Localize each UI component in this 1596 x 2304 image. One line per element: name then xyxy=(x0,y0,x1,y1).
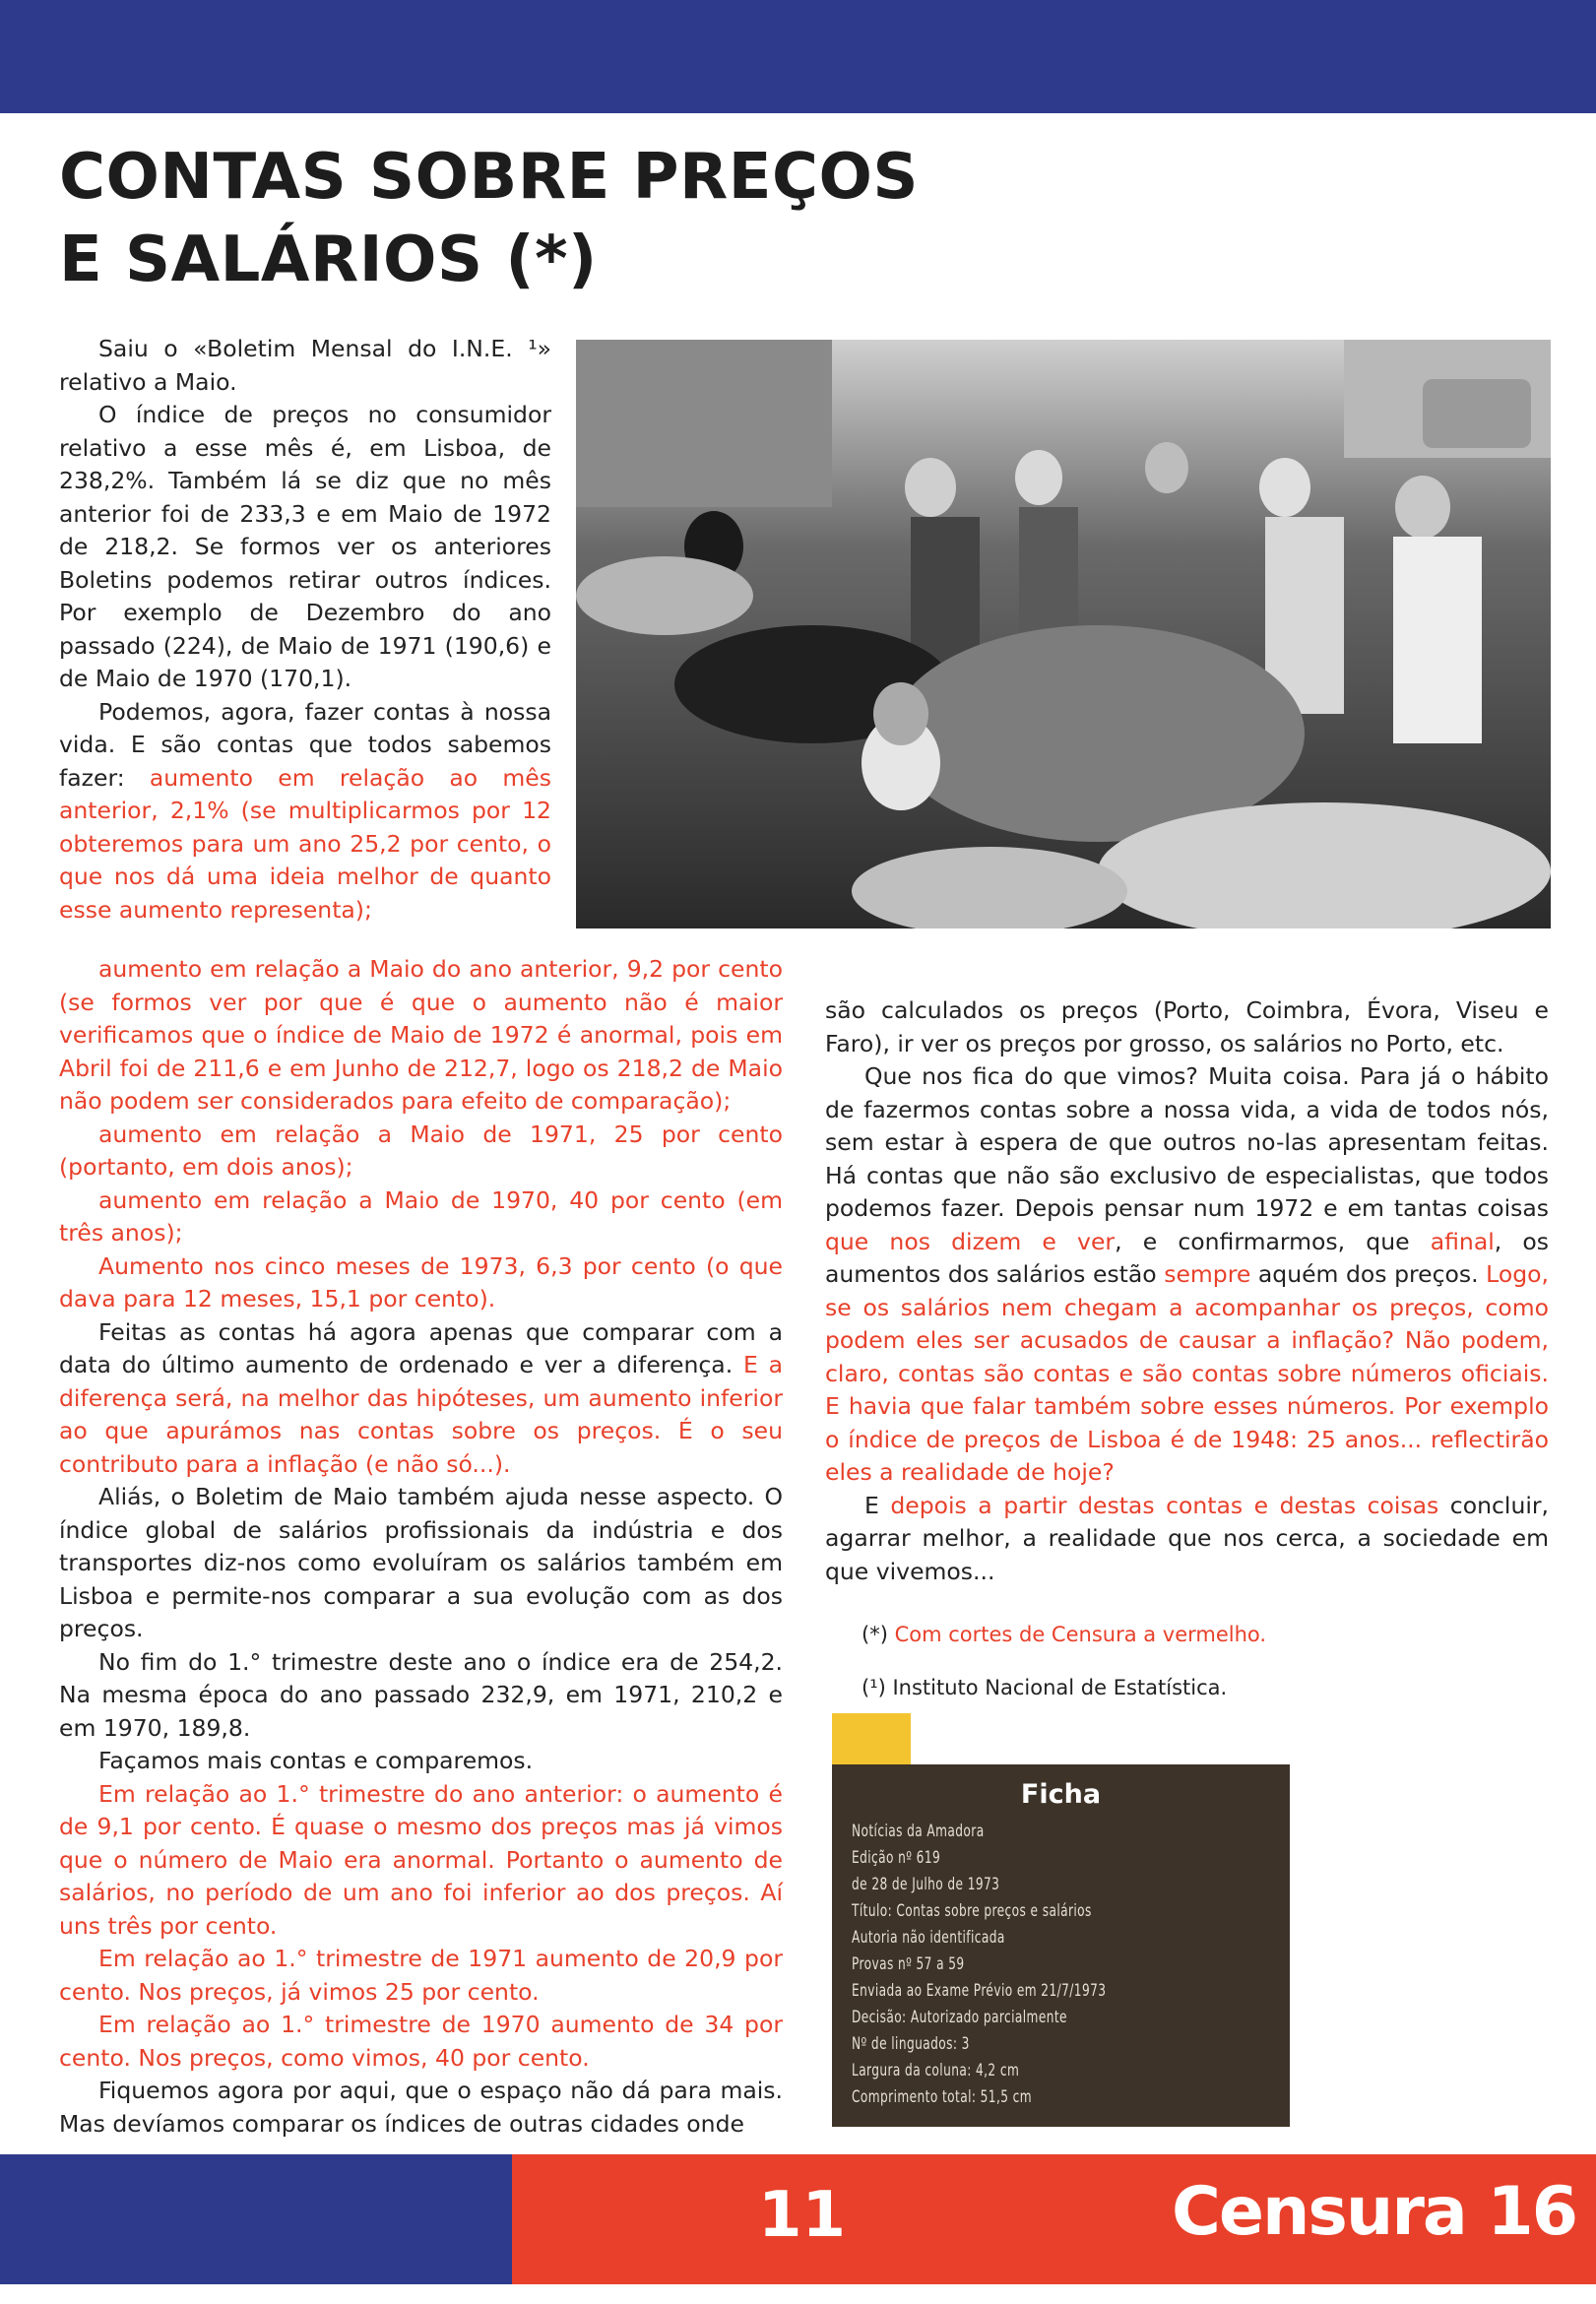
paragraph xyxy=(825,1060,1549,1490)
ficha-line: Largura da coluna: 4,2 cm xyxy=(852,2061,1020,2080)
censored-paragraph: Em relação ao 1.° trimestre de 1970 aumento de 34 por cento. Nos preços, como vimos, 40 por cento. xyxy=(59,2011,783,2072)
article-title xyxy=(59,136,919,301)
publication-brand: Censura 16 xyxy=(1172,2173,1577,2251)
paragraph: No fim do 1.° trimestre deste ano o índice era de 254,2. Na mesma época do ano passado 232,9, em 1971, 210,2 e em 1970, 189,8. xyxy=(59,1647,783,1742)
ficha-title: Ficha xyxy=(1020,1779,1102,1810)
market-photo xyxy=(576,340,1551,928)
censored-paragraph: Em relação ao 1.° trimestre do ano anterior: o aumento é de 9,1 por cento. É quase o mesmo dos preços mas já vimos que o número de Maio era anormal. Portanto o aumento de salários, no período de um ano foi inferior ao dos preços. Aí uns três por cento. xyxy=(59,1779,783,1940)
text-column-left xyxy=(59,953,783,2141)
paragraph: são calculados os preços (Porto, Coimbra, Évora, Viseu e Faro), ir ver os preços por grosso, os salários no Porto, etc. xyxy=(825,996,1549,1057)
ficha-lines xyxy=(852,1818,1162,2110)
censored-paragraph: Em relação ao 1.° trimestre de 1971 aumento de 20,9 por cento. Nos preços, já vimos 25 por cento. xyxy=(59,1945,783,2006)
title-line-1: CONTAS SOBRE PREÇOS xyxy=(59,141,919,214)
paragraph: Saiu o «Boletim Mensal do I.N.E. ¹» relativo a Maio. xyxy=(59,335,551,396)
censored-text: aumento em relação ao mês anterior, 2,1% (se multiplicarmos por 12 obteremos para um ano 25,2 por cento, o que nos dá uma ideia melhor de quanto esse aumento representa); xyxy=(59,763,551,924)
text-column-top xyxy=(59,333,551,927)
ficha-line: Notícias da Amadora xyxy=(852,1822,985,1840)
ficha-line: Enviada ao Exame Prévio em 21/7/1973 xyxy=(852,1981,1107,2000)
page-number: 11 xyxy=(758,2179,847,2252)
ficha-line: de 28 de Julho de 1973 xyxy=(852,1875,1000,1893)
ficha-line: Comprimento total: 51,5 cm xyxy=(852,2087,1033,2106)
footnote-censorship-text: Com cortes de Censura a vermelho. xyxy=(894,1623,1267,1646)
footnote-ine: (¹) Instituto Nacional de Estatística. xyxy=(862,1676,1228,1699)
top-color-bar xyxy=(0,0,1596,113)
paragraph-text: , os aumentos dos salários estão xyxy=(825,1227,1550,1288)
paragraph-text: concluir, agarrar melhor, a realidade que nos cerca, a sociedade em que vivemos... xyxy=(825,1491,1549,1585)
paragraph: O índice de preços no consumidor relativo a esse mês é, em Lisboa, de 238,2%. Também lá se diz que no mês anterior foi de 233,3 e em Maio de 1972 de 218,2. Se formos ver os anteriores Boletins podemos retirar outros índices. Por exemplo de Dezembro do ano passado (224), de Maio de 1971 (190,6) e de Maio de 1970 (170,1). xyxy=(59,401,551,692)
censored-paragraph: aumento em relação a Maio de 1971, 25 por cento (portanto, em dois anos); xyxy=(59,1120,783,1181)
paragraph-text: Podemos, agora, fazer contas à nossa vida. E são contas que todos sabemos fazer: xyxy=(59,697,551,792)
footnote-marker: (*) xyxy=(862,1623,895,1646)
paragraph-text: Feitas as contas há agora apenas que comparar com a data do último aumento de ordenado e ver a diferença. xyxy=(59,1317,783,1378)
paragraph-text: E xyxy=(864,1491,891,1519)
ficha-line: Título: Contas sobre preços e salários xyxy=(852,1901,1092,1920)
footer-blue-band xyxy=(0,2154,512,2284)
title-line-2: E SALÁRIOS (*) xyxy=(59,224,598,296)
censored-text: afinal xyxy=(1430,1227,1495,1255)
paragraph xyxy=(59,1316,783,1482)
censored-text: sempre xyxy=(1164,1260,1251,1288)
footnote-censorship xyxy=(862,1621,1266,1648)
paragraph-text: , e confirmarmos, que xyxy=(1115,1227,1431,1255)
ficha-line: Edição nº 619 xyxy=(852,1848,941,1867)
censored-text: depois a partir destas contas e destas coisas xyxy=(890,1491,1439,1519)
paragraph-text: aquém dos preços. xyxy=(1250,1260,1487,1288)
paragraph: Fiquemos agora por aqui, que o espaço não dá para mais. Mas devíamos comparar os índices de outras cidades onde xyxy=(59,2077,783,2138)
ficha-line: Nº de linguados: 3 xyxy=(852,2034,970,2053)
censored-text: que nos dizem e ver xyxy=(825,1227,1116,1255)
paragraph xyxy=(825,1490,1549,1589)
ficha-box xyxy=(832,1713,1290,2127)
ficha-line: Autoria não identificada xyxy=(852,1928,1005,1947)
paragraph: Aliás, o Boletim de Maio também ajuda nesse aspecto. O índice global de salários profissionais da indústria e dos transportes diz-nos como evoluíram os salários também em Lisboa e permite-nos comparar a sua evolução com as dos preços. xyxy=(59,1483,783,1642)
market-photo-illustration xyxy=(576,340,1551,928)
censored-paragraph: Aumento nos cinco meses de 1973, 6,3 por cento (o que dava para 12 meses, 15,1 por cento). xyxy=(59,1251,783,1312)
censored-paragraph: aumento em relação a Maio de 1970, 40 por cento (em três anos); xyxy=(59,1185,783,1247)
censored-text: Logo, se os salários nem chegam a acompanhar os preços, como podem eles ser acusados de causar a inflação? Não podem, claro, contas são contas e são contas sobre números oficiais. E havia que falar também sobre esses números. Por exemplo o índice de preços de Lisboa é de 1948: 25 anos... reflectirão eles a realidade de hoje? xyxy=(825,1260,1549,1486)
paragraph-text: Que nos fica do que vimos? Muita coisa. Para já o hábito de fazermos contas sobre a nossa vida, a vida de todos nós, sem estar à espera de que outros no-las apresentam feitas. Há contas que não são exclusivo de especialistas, que todos podemos fazer. Depois pensar num 1972 e em tantas coisas xyxy=(825,1062,1549,1222)
paragraph xyxy=(59,696,551,928)
ficha-line: Provas nº 57 a 59 xyxy=(852,1954,965,1973)
ficha-line: Decisão: Autorizado parcialmente xyxy=(852,2008,1067,2026)
censored-paragraph: aumento em relação a Maio do ano anterior, 9,2 por cento (se formos ver por que é que o aumento não é maior verificamos que o índice de Maio de 1972 é anormal, pois em Abril foi de 211,6 e em Junho de 212,7, logo os 218,2 de Maio não podem ser considerados para efeito de comparação); xyxy=(59,955,783,1115)
censored-text: E a diferença será, na melhor das hipóteses, um aumento inferior ao que apurámos nas contas sobre os preços. É o seu contributo para a inflação (e não só...). xyxy=(59,1351,784,1478)
paragraph: Façamos mais contas e comparemos. xyxy=(98,1747,534,1774)
ficha-accent xyxy=(832,1713,911,1764)
text-column-right xyxy=(825,994,1549,1588)
